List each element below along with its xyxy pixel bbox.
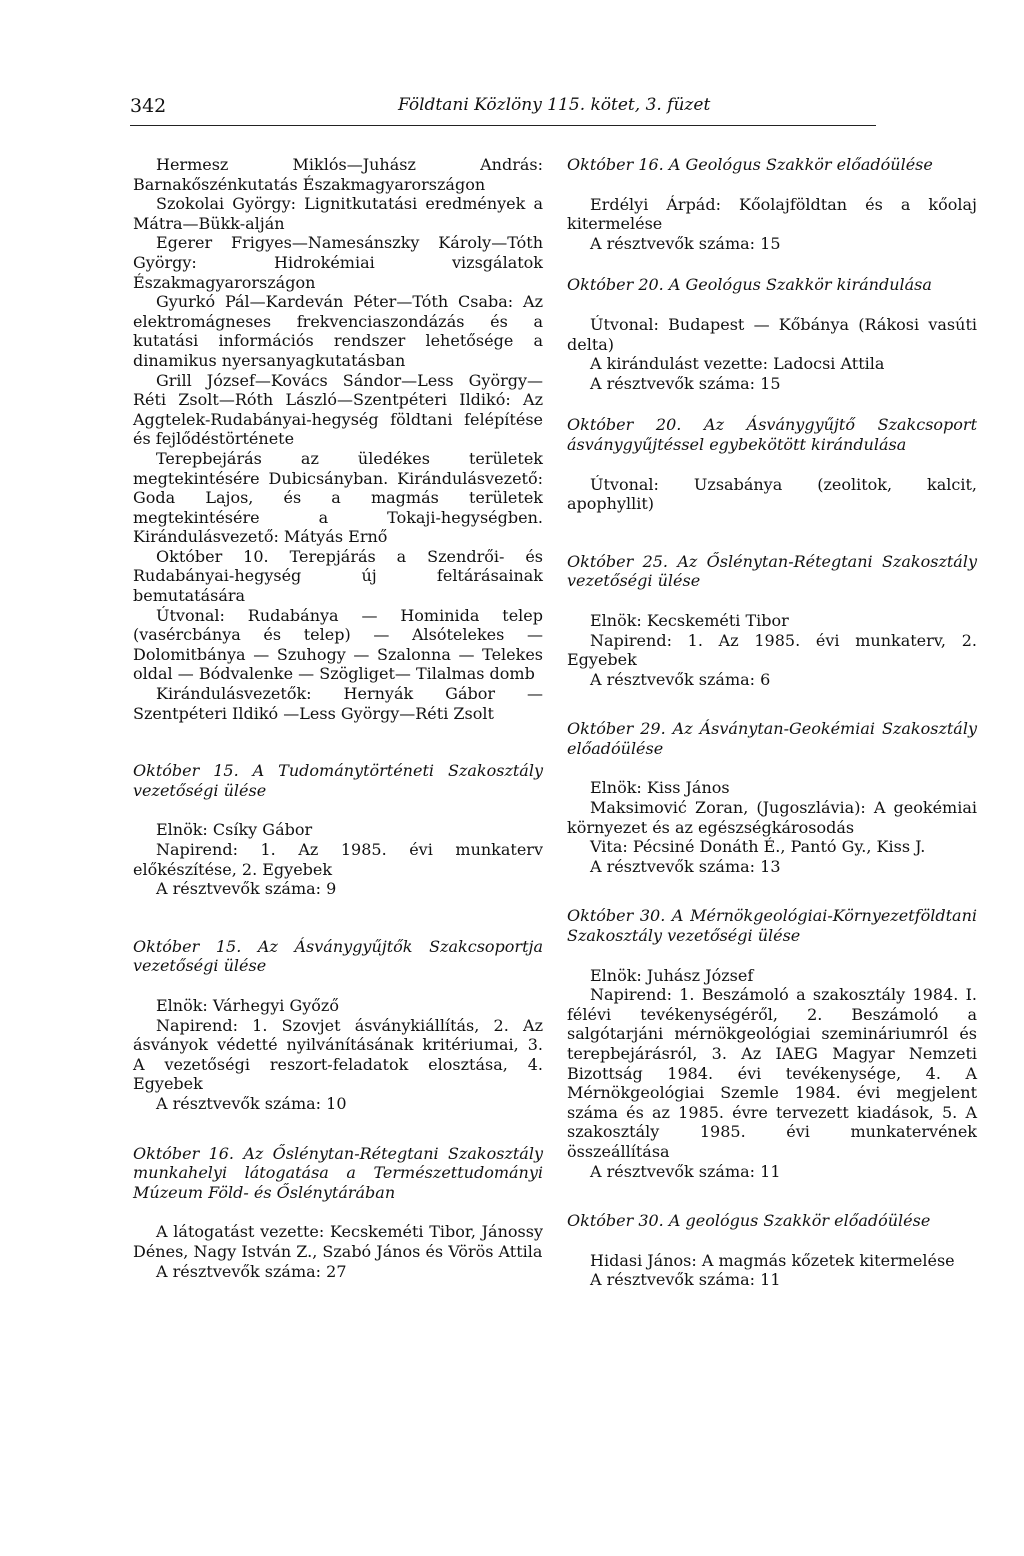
section-heading: Október 16. Az Őslénytan-Rétegtani Szakosztály munkahelyi látogatása a Természettudományi Múzeum Föld- és Őslénytárában <box>133 1143 543 1202</box>
entry: Útvonal: Uzsabánya (zeolitok, kalcit, apophyllit) <box>567 474 977 514</box>
entry: A résztvevők száma: 11 <box>590 1161 781 1181</box>
entry: A látogatást vezette: Kecskeméti Tibor, Jánossy Dénes, Nagy István Z., Szabó János és Vörös Attila <box>133 1222 543 1261</box>
entry: Gyurkó Pál—Kardeván Péter—Tóth Csaba: Az elektromágneses frekvenciaszondázás és a kutatási információs rendszer lehetősége a dinamikus nyersanyagkutatásban <box>133 292 543 370</box>
entry: Maksimović Zoran, (Jugoszlávia): A geokémiai környezet és az egészségkárosodás <box>567 798 977 837</box>
entry: Vita: Pécsiné Donáth É., Pantó Gy., Kiss J. <box>590 837 926 857</box>
page-header <box>130 95 880 125</box>
entry: A résztvevők száma: 6 <box>590 669 771 689</box>
section-heading: Október 15. Az Ásványgyűjtők Szakcsoportja vezetőségi ülése <box>133 936 543 976</box>
entry: A résztvevők száma: 10 <box>156 1093 347 1113</box>
section-heading: Október 15. A Tudománytörténeti Szakosztály vezetőségi ülése <box>133 761 543 800</box>
entry: A kirándulást vezette: Ladocsi Attila <box>590 354 885 374</box>
section-heading: Október 16. A Geológus Szakkör előadóülése <box>567 155 933 174</box>
entry: Napirend: 1. Az 1985. évi munkaterv, 2. Egyebek <box>567 630 977 670</box>
section-heading: Október 30. A geológus Szakkör előadóülése <box>567 1211 931 1231</box>
entry: Elnök: Csíky Gábor <box>156 820 313 840</box>
entry: Szokolai György: Lignitkutatási eredmények a Mátra—Bükk-alján <box>133 194 543 233</box>
entry: Hermesz Miklós—Juhász András: Barnakőszénkutatás Északmagyarországon <box>133 155 543 194</box>
entry: A résztvevők száma: 15 <box>590 233 781 253</box>
entry: Erdélyi Árpád: Kőolajföldtan és a kőolaj kitermelése <box>567 194 977 234</box>
section-heading: Október 20. A Geológus Szakkör kirándulása <box>567 275 932 295</box>
entry: Kirándulásvezetők: Hernyák Gábor — Szentpéteri Ildikó —Less György—Réti Zsolt <box>133 684 543 723</box>
entry: A résztvevők száma: 11 <box>590 1270 781 1290</box>
entry: Napirend: 1. Szovjet ásványkiállítás, 2. Az ásványok védetté nyilvánításának kritériumai, 3. A vezetőségi reszort-feladatok elosztása, 4. Egyebek <box>133 1015 543 1094</box>
entry: Útvonal: Rudabánya — Hominida telep (vasércbánya és telep) — Alsótelekes — Dolomitbánya — Szuhogy — Szalonna — Telekes oldal — Bódvalenke — Szögliget— Tilalmas domb <box>133 605 543 684</box>
entry: Hidasi János: A magmás kőzetek kitermelése <box>590 1250 955 1270</box>
left-column <box>133 155 543 1281</box>
entry: Elnök: Kiss János <box>590 778 730 798</box>
entry: Napirend: 1. Az 1985. évi munkaterv előkészítése, 2. Egyebek <box>133 840 543 879</box>
entry: A résztvevők száma: 9 <box>156 879 337 899</box>
section-heading: Október 29. Az Ásványtan-Geokémiai Szakosztály előadóülése <box>567 719 977 758</box>
entry: A résztvevők száma: 27 <box>156 1261 347 1281</box>
section-heading: Október 30. A Mérnökgeológiai-Környezetföldtani Szakosztály vezetőségi ülése <box>567 906 977 946</box>
entry: Egerer Frigyes—Namesánszky Károly—Tóth György: Hidrokémiai vizsgálatok Északmagyarországon <box>133 233 543 292</box>
section-heading: Október 20. Az Ásványgyűjtő Szakcsoport ásványgyűjtéssel egybekötött kirándulása <box>567 415 977 454</box>
entry: Útvonal: Budapest — Kőbánya (Rákosi vasúti delta) <box>567 314 977 354</box>
entry: Október 10. Terepjárás a Szendrői- és Rudabányai-hegység új feltárásainak bemutatására <box>133 546 543 606</box>
entry: A résztvevők száma: 13 <box>590 856 781 876</box>
entry: Elnök: Juhász József <box>590 965 754 985</box>
entry: Grill József—Kovács Sándor—Less György—Réti Zsolt—Róth László—Szentpéteri Ildikó: Az Aggtelek-Rudabányai-hegység földtani felépítése és fejlődéstörténete <box>133 370 543 449</box>
entry: Terepbejárás az üledékes területek megtekintésére Dubicsányban. Kirándulásvezető: Goda Lajos, és a magmás területek megtekintésére a Tokaji-hegységben. Kirándulásvezető: Mátyás Ernő <box>133 448 543 547</box>
running-head: Földtani Közlöny 115. kötet, 3. füzet <box>398 95 711 115</box>
entry: A résztvevők száma: 15 <box>590 373 781 393</box>
entry: Elnök: Várhegyi Győző <box>156 995 339 1015</box>
entry: Napirend: 1. Beszámoló a szakosztály 1984. I. félévi tevékenységéről, 2. Beszámoló a salgótarjáni mérnökgeológiai szemináriumról és terepbejárásról, 3. Az IAEG Magyar Nemzeti Bizottság 1984. évi tevékenysége, 4. A Mérnökgeológiai Szemle 1984. évi megjelent száma és az 1985. évre tervezett kiadások, 5. A szakosztály 1985. évi munkatervének összeállítása <box>567 985 977 1161</box>
page-number: 342 <box>130 95 167 117</box>
header-rule <box>130 125 876 126</box>
right-column <box>567 155 977 1290</box>
entry: Elnök: Kecskeméti Tibor <box>590 610 789 630</box>
section-heading: Október 25. Az Őslénytan-Rétegtani Szakosztály vezetőségi ülése <box>567 551 977 591</box>
